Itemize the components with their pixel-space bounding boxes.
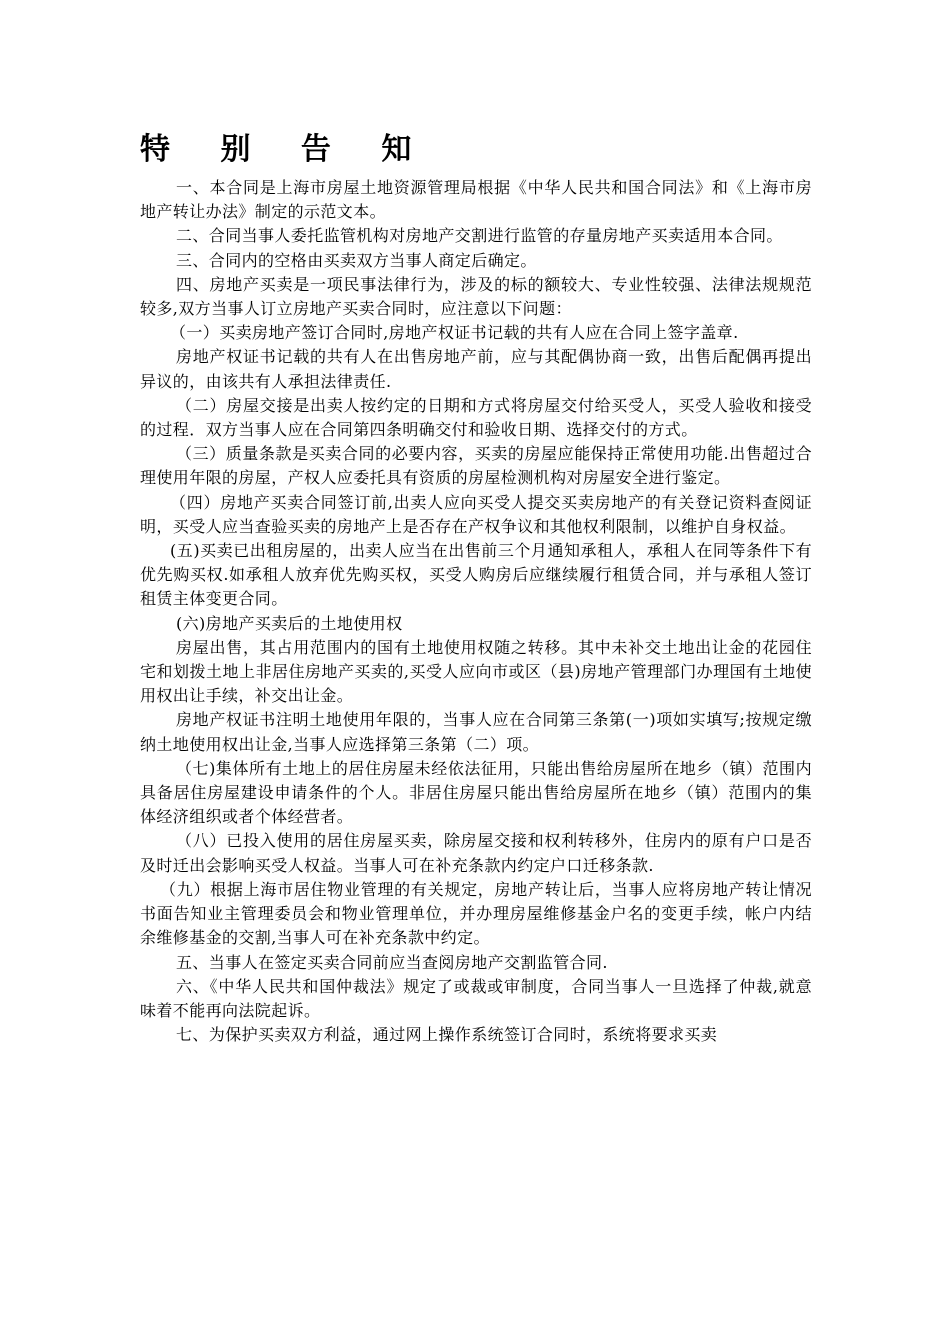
document-title: 特 别 告 知 bbox=[140, 132, 432, 167]
notice-item-4: 四、房地产买卖是一项民事法律行为，涉及的标的额较大、专业性较强、法律法规规范较多,双方当事人订立房地产买卖合同时，应注意以下问题： bbox=[140, 274, 812, 319]
notice-subitem-4: （四）房地产买卖合同签订前,出卖人应向买受人提交买卖房地产的有关登记资料查阅证明，买受人应当查验买卖的房地产上是否存在产权争议和其他权利限制，以维护自身权益。 bbox=[140, 492, 812, 536]
notice-subitem-2: （二）房屋交接是出卖人按约定的日期和方式将房屋交付给买受人，买受人验收和接受的过程．双方当事人应在合同第四条明确交付和验收日期、选择交付的方式。 bbox=[140, 395, 812, 440]
notice-subitem-6: (六)房地产买卖后的土地使用权 bbox=[176, 613, 403, 633]
notice-subitem-1-detail: 房地产权证书记载的共有人在出售房地产前，应与其配偶协商一致，出售后配偶再提出异议的，由该共有人承担法律责任. bbox=[140, 347, 812, 391]
notice-subitem-3: （三）质量条款是买卖合同的必要内容，买卖的房屋应能保持正常使用功能.出售超过合理使用年限的房屋，产权人应委托具有资质的房屋检测机构对房屋安全进行鉴定。 bbox=[140, 444, 812, 488]
notice-item-7: 七、为保护买卖双方利益，通过网上操作系统签订合同时，系统将要求买卖 bbox=[176, 1025, 718, 1045]
notice-subitem-8: （八）已投入使用的居住房屋买卖，除房屋交接和权利转移外，住房内的原有户口是否及时迁出会影响买受人权益。当事人可在补充条款内约定户口迁移条款. bbox=[140, 831, 812, 875]
notice-item-5: 五、当事人在签定买卖合同前应当查阅房地产交割监管合同. bbox=[176, 952, 608, 972]
notice-item-6: 六、《中华人民共和国仲裁法》规定了或裁或审制度，合同当事人一旦选择了仲裁,就意味着不能再向法院起诉。 bbox=[140, 976, 812, 1020]
document-page bbox=[140, 128, 812, 1047]
notice-item-3: 三、合同内的空格由买卖双方当事人商定后确定。 bbox=[176, 250, 537, 270]
notice-subitem-6-detail-1: 房屋出售，其占用范围内的国有土地使用权随之转移。其中未补交土地出让金的花园住宅和划拨土地上非居住房地产买卖的,买受人应向市或区（县)房地产管理部门办理国有土地使用权出让手续，补交出让金。 bbox=[140, 637, 812, 706]
notice-subitem-9: （九）根据上海市居住物业管理的有关规定，房地产转让后，当事人应将房地产转让情况书面告知业主管理委员会和物业管理单位，并办理房屋维修基金户名的变更手续，帐户内结余维修基金的交割,当事人可在补充条款中约定。 bbox=[140, 879, 812, 948]
notice-item-2: 二、合同当事人委托监管机构对房地产交割进行监管的存量房地产买卖适用本合同。 bbox=[176, 226, 783, 246]
notice-item-1: 一、本合同是上海市房屋土地资源管理局根据《中华人民共和国合同法》和《上海市房地产转让办法》制定的示范文本。 bbox=[140, 178, 812, 222]
notice-subitem-1: （一）买卖房地产签订合同时,房地产权证书记载的共有人应在合同上签字盖章. bbox=[170, 323, 739, 343]
notice-subitem-6-detail-2: 房地产权证书注明土地使用年限的，当事人应在合同第三条第(一)项如实填写;按规定缴纳土地使用权出让金,当事人应选择第三条第（二）项。 bbox=[140, 710, 812, 754]
notice-subitem-7: （七)集体所有土地上的居住房屋未经依法征用，只能出售给房屋所在地乡（镇）范围内具备居住房屋建设申请条件的个人。非居住房屋只能出售给房屋所在地乡（镇）范围内的集体经济组织或者个体经营者。 bbox=[140, 758, 812, 827]
notice-subitem-5: (五)买卖已出租房屋的，出卖人应当在出售前三个月通知承租人，承租人在同等条件下有优先购买权.如承租人放弃优先购买权，买受人购房后应继续履行租赁合同，并与承租人签订租赁主体变更合同。 bbox=[140, 541, 812, 609]
